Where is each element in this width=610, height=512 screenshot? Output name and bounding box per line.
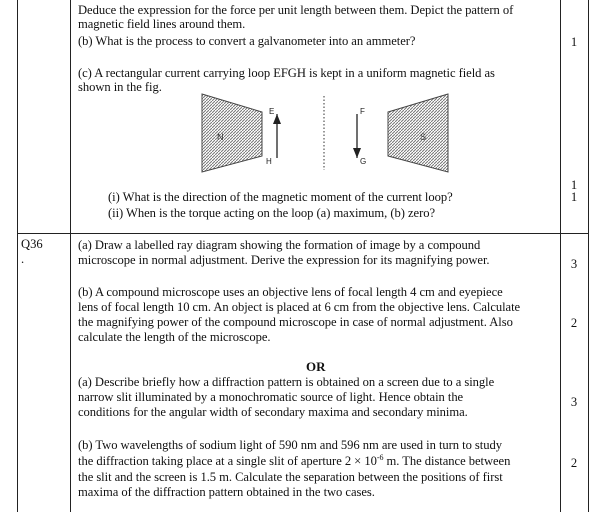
q36-alt-b-line-1: (b) Two wavelengths of sodium light of 590 nm and 596 nm are used in turn to study bbox=[78, 438, 502, 452]
q36-alt-a-line-3: conditions for the angular width of secondary maxima and secondary minima. bbox=[78, 405, 468, 419]
q35-b-marks: 1 bbox=[570, 35, 578, 49]
q36-b-line-2: lens of focal length 10 cm. An object is placed at 6 cm from the objective lens. Calculate bbox=[78, 300, 521, 314]
q35-ii-marks: 1 bbox=[570, 190, 578, 204]
q36-a-line-2: microscope in normal adjustment. Derive the expression for its magnifying power. bbox=[78, 253, 490, 267]
q36-b-line-3: the magnifying power of the compound microscope in case of normal adjustment. Also bbox=[78, 315, 513, 329]
q36-alt-a-line-2: narrow slit illuminated by a monochromatic source of light. Hence obtain the bbox=[78, 390, 464, 404]
north-pole-magnet bbox=[202, 94, 262, 172]
q36-a-marks: 3 bbox=[570, 257, 578, 271]
q36-b-marks: 2 bbox=[570, 316, 578, 330]
south-pole-magnet bbox=[388, 94, 448, 172]
south-pole-label: S bbox=[420, 132, 427, 142]
question-number-dot: . bbox=[21, 252, 25, 266]
magnetic-field-loop-figure bbox=[200, 92, 450, 174]
q35-c-line-2: shown in the fig. bbox=[78, 80, 162, 94]
question-number: Q36 bbox=[21, 237, 43, 251]
q35-ii-text: (ii) When is the torque acting on the loop (a) maximum, (b) zero? bbox=[108, 206, 435, 220]
label-g: G bbox=[360, 157, 367, 166]
q36-alt-b-line-3: the slit and the screen is 1.5 m. Calculate the separation between the positions of first bbox=[78, 470, 503, 484]
north-pole-label: N bbox=[217, 132, 224, 142]
q36-b-line-4: calculate the length of the microscope. bbox=[78, 330, 271, 344]
alt-b-line-2-pre: the diffraction taking place at a single slit of aperture 2 × 10 bbox=[78, 454, 377, 468]
label-e: E bbox=[269, 107, 275, 116]
q35-intro-line-2: magnetic field lines around them. bbox=[78, 17, 246, 31]
q35-c-line-1: (c) A rectangular current carrying loop EFGH is kept in a uniform magnetic field as bbox=[78, 66, 495, 80]
q35-intro-line-1: Deduce the expression for the force per unit length between them. Depict the pattern of bbox=[78, 3, 514, 17]
label-f: F bbox=[360, 107, 365, 116]
q36-alt-a-line-1: (a) Describe briefly how a diffraction pattern is obtained on a screen due to a single bbox=[78, 375, 495, 389]
q36-alt-b-line-2 bbox=[78, 454, 510, 468]
label-h: H bbox=[266, 157, 272, 166]
q36-alt-a-marks: 3 bbox=[570, 395, 578, 409]
q36-b-line-1: (b) A compound microscope uses an objective lens of focal length 4 cm and eyepiece bbox=[78, 285, 503, 299]
alt-b-line-2-post: m. The distance between bbox=[383, 454, 511, 468]
table-border-left bbox=[17, 0, 18, 512]
q35-b-text: (b) What is the process to convert a galvanometer into an ammeter? bbox=[78, 34, 416, 48]
row-divider bbox=[17, 233, 588, 234]
q36-alt-b-line-4: maxima of the diffraction pattern obtained in the two cases. bbox=[78, 485, 375, 499]
q36-a-line-1: (a) Draw a labelled ray diagram showing the formation of image by a compound bbox=[78, 238, 481, 252]
marks-column-divider bbox=[560, 0, 561, 512]
q35-i-text: (i) What is the direction of the magnetic moment of the current loop? bbox=[108, 190, 453, 204]
q35-i-marks-extra: 1 bbox=[570, 178, 578, 192]
alt-b-line-2-exponent: -6 bbox=[376, 452, 384, 462]
table-column-divider bbox=[70, 0, 71, 512]
q36-alt-b-marks: 2 bbox=[570, 456, 578, 470]
or-separator: OR bbox=[306, 359, 326, 374]
table-border-right bbox=[588, 0, 589, 512]
